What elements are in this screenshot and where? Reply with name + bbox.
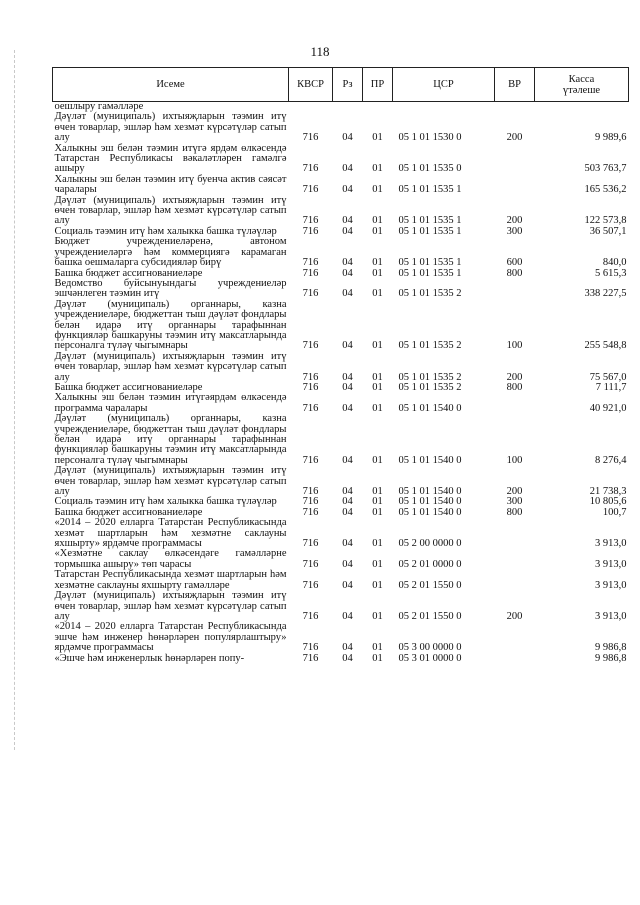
row-csr: 05 1 01 1535 2 [398,371,462,383]
budget-table [52,67,629,664]
row-name: Дәүләт (муниципаль) ихтыяҗларын тәэмин итү өчен товарлар, эшләр һәм хезмәт күрсәтүләр сатып алу [54,350,287,383]
row-kvsr: 716 [302,642,319,654]
row-name: Дәүләт (муниципаль) ихтыяҗларын тәэмин итү өчен товарлар, эшләр һәм хезмәт күрсәтүләр сатып алу [54,465,287,498]
row-rz: 04 [342,371,353,383]
table-row [53,144,629,175]
row-csr: 05 1 01 1535 2 [398,381,462,393]
row-rz: 04 [342,381,353,393]
row-kvsr [289,102,333,113]
row-vr [495,102,535,113]
row-amount: 100,7 [602,506,627,518]
row-amount [535,102,629,113]
row-vr: 100 [506,340,523,352]
row-amount: 338 227,5 [584,288,627,300]
row-amount: 3 913,0 [595,538,627,550]
row-rz: 04 [342,538,353,550]
row-csr: 05 1 01 1540 0 [398,402,462,414]
row-rz: 04 [342,454,353,466]
row-csr: 05 1 01 1535 1 [398,267,462,279]
row-rz: 04 [342,257,353,269]
row-rz: 04 [342,340,353,352]
row-kvsr: 716 [302,163,319,175]
row-rz: 04 [342,132,353,144]
row-vr: 600 [506,257,523,269]
header-amount: Касса үтәлеше [535,68,629,102]
row-kvsr: 716 [302,215,319,227]
row-amount: 503 763,7 [584,163,627,175]
row-csr: 05 3 00 0000 0 [398,642,462,654]
row-rz: 04 [342,506,353,518]
table-row [53,518,629,549]
row-csr: 05 1 01 1540 0 [398,496,462,508]
row-rz: 04 [342,402,353,414]
row-kvsr: 716 [302,132,319,144]
row-name: Халыкны эш белән тәэмин итүгә ярдәм өлкәсендә Татарстан Республикасы вәкаләтләрен гамәлгә ашыру [54,142,287,175]
row-pr [363,102,393,113]
row-amount: 21 738,3 [589,486,627,498]
row-name: оешлыру гамәлләре [54,101,144,112]
row-pr: 01 [372,225,383,237]
row-vr [495,144,535,175]
row-pr: 01 [372,486,383,498]
row-kvsr: 716 [302,402,319,414]
row-kvsr: 716 [302,288,319,300]
row-kvsr: 716 [302,652,319,664]
row-rz: 04 [342,288,353,300]
row-amount: 9 989,6 [595,132,627,144]
table-row [53,196,629,227]
row-csr: 05 1 01 1540 0 [398,454,462,466]
row-name: Дәүләт (муниципаль) органнары, казна учреждениеләре, бюджеттан тыш дәүләт фондлары белән идарә итү органнары тарафыннан функцияләр башкаруны тәэмин итү максатларында персоналга түләү чыгымнары [54,413,287,466]
header-kvsr: КВСР [289,68,333,102]
row-csr: 05 2 01 0000 0 [398,558,462,570]
row-amount: 122 573,8 [584,215,627,227]
row-pr: 01 [372,402,383,414]
header-pr: ПР [363,68,393,102]
row-pr: 01 [372,132,383,144]
row-amount: 36 507,1 [589,225,627,237]
row-vr [495,279,535,300]
row-amount: 75 567,0 [589,371,627,383]
row-pr: 01 [372,506,383,518]
row-pr: 01 [372,288,383,300]
row-name: Бюджет учреждениеләренә, автоном учреждениеләргә һәм коммерциягә карамаган башка оешмаларга субсидияләр бирү [54,236,287,269]
row-csr: 05 1 01 1535 2 [398,288,462,300]
row-name: Халыкны эш белән тәэмин итүгәярдәм өлкәсендә программа чаралары [54,392,287,414]
header-name: Исеме [53,68,289,102]
row-csr: 05 1 01 1540 0 [398,486,462,498]
margin-guide-line [14,50,15,750]
row-amount: 9 986,8 [595,642,627,654]
row-csr: 05 1 01 1535 2 [398,340,462,352]
row-vr [495,393,535,414]
row-rz: 04 [342,642,353,654]
row-name: «Эшче һәм инженерлык һөнәрләрен попу- [54,652,245,664]
table-row [53,175,629,196]
row-csr: 05 1 01 1540 0 [398,506,462,518]
table-row [53,591,629,622]
row-vr: 200 [506,215,523,227]
row-name: «2014 – 2020 елларга Татарстан Республикасында хезмәт шартларын һәм хезмәтне саклауны яхшырту» ярдәмче программасы [54,517,287,550]
row-rz: 04 [342,652,353,664]
row-pr: 01 [372,610,383,622]
row-name: Дәүләт (муниципаль) ихтыяҗларын тәэмин итү өчен товарлар, эшләр һәм хезмәт күрсәтүләр сатып алу [54,111,287,144]
row-name: Башка бюджет ассигнованиеләре [54,381,203,393]
row-amount: 840,0 [602,257,627,269]
row-csr: 05 1 01 1530 0 [398,132,462,144]
row-name: Татарстан Республикасында хезмәт шартларын һәм хезмәтне саклауны яхшырту гамәлләре [54,569,287,591]
row-csr [393,102,495,113]
row-kvsr: 716 [302,340,319,352]
row-pr: 01 [372,257,383,269]
row-csr: 05 1 01 1535 1 [398,184,462,196]
row-rz: 04 [342,610,353,622]
row-pr: 01 [372,538,383,550]
row-name: Дәүләт (муниципаль) органнары, казна учреждениеләре, бюджеттан тыш дәүләт фондлары белән идарә итү органнары тарафыннан функцияләр башкаруны тәэмин итү максатларында персоналга түләү чыгымнары [54,298,287,352]
row-rz [333,102,363,113]
row-rz: 04 [342,163,353,175]
row-kvsr: 716 [302,506,319,518]
row-pr: 01 [372,652,383,664]
header-rz: Рз [333,68,363,102]
row-vr: 300 [506,225,523,237]
row-kvsr: 716 [302,538,319,550]
row-name: Социаль тәэмин итү һәм халыкка башка түләүләр [54,225,277,237]
table-row [53,570,629,591]
table-row [53,414,629,466]
row-pr: 01 [372,371,383,383]
header-vr: ВР [495,68,535,102]
row-csr: 05 2 01 1550 0 [398,610,462,622]
row-rz: 04 [342,184,353,196]
row-kvsr: 716 [302,225,319,237]
row-rz: 04 [342,496,353,508]
row-pr: 01 [372,579,383,591]
row-amount: 40 921,0 [589,402,627,414]
row-kvsr: 716 [302,486,319,498]
row-vr: 800 [506,381,523,393]
row-name: «Хезмәтне саклау өлкәсендәге гамәлләрне тормышка ашыру» төп чарасы [54,548,287,570]
row-csr: 05 1 01 1535 1 [398,257,462,269]
row-rz: 04 [342,225,353,237]
row-vr: 800 [506,267,523,279]
row-amount: 7 111,7 [595,381,627,393]
row-csr: 05 1 01 1535 0 [398,163,462,175]
row-kvsr: 716 [302,610,319,622]
row-kvsr: 716 [302,558,319,570]
row-pr: 01 [372,184,383,196]
row-kvsr: 716 [302,267,319,279]
header-csr: ЦСР [393,68,495,102]
row-amount: 3 913,0 [595,558,627,570]
row-csr: 05 3 01 0000 0 [398,652,462,664]
row-kvsr: 716 [302,381,319,393]
row-vr: 100 [506,454,523,466]
row-pr: 01 [372,454,383,466]
row-name: «2014 – 2020 елларга Татарстан Республикасында эшче һәм инженер һөнәрләрен популярлаштыру» ярдәмче программасы [54,621,287,654]
row-pr: 01 [372,381,383,393]
row-name: Социаль тәэмин итү һәм халыкка башка түләүләр [54,496,277,508]
table-header-row [53,68,629,102]
row-csr: 05 1 01 1535 1 [398,215,462,227]
row-pr: 01 [372,215,383,227]
row-kvsr: 716 [302,371,319,383]
table-row [53,300,629,352]
row-kvsr: 716 [302,184,319,196]
row-pr: 01 [372,163,383,175]
row-vr [495,518,535,549]
table-row [53,549,629,570]
table-row [53,237,629,268]
row-vr [495,654,535,664]
table-row [53,279,629,300]
row-rz: 04 [342,215,353,227]
row-name: Башка бюджет ассигнованиеләре [54,506,203,518]
row-kvsr: 716 [302,454,319,466]
row-csr: 05 2 00 0000 0 [398,538,462,550]
row-vr [495,622,535,653]
row-rz: 04 [342,486,353,498]
row-rz: 04 [342,579,353,591]
row-amount: 3 913,0 [595,579,627,591]
row-pr: 01 [372,340,383,352]
row-vr: 200 [506,486,523,498]
row-vr: 200 [506,371,523,383]
row-pr: 01 [372,642,383,654]
row-rz: 04 [342,558,353,570]
table-row [53,654,629,664]
row-name: Халыкны эш белән тәэмин итү буенча актив сәясәт чаралары [54,173,287,196]
row-csr: 05 1 01 1535 1 [398,225,462,237]
table-row [53,466,629,497]
row-vr: 200 [506,610,523,622]
row-kvsr: 716 [302,579,319,591]
row-name: Дәүләт (муниципаль) ихтыяҗларын тәэмин итү өчен товарлар, эшләр һәм хезмәт күрсәтүләр сатып алу [54,194,287,227]
row-amount: 5 615,3 [595,267,627,279]
row-name: Дәүләт (муниципаль) ихтыяҗларын тәэмин итү өчен товарлар, эшләр һәм хезмәт күрсәтүләр сатып алу [54,590,287,622]
row-pr: 01 [372,496,383,508]
row-amount: 9 986,8 [595,652,627,664]
row-rz: 04 [342,267,353,279]
table-row [53,393,629,414]
row-csr: 05 2 01 1550 0 [398,579,462,591]
table-row [53,112,629,143]
row-name: Ведомство буйсынуындагы учреждениеләр эшчәнлеген тәэмин итү [54,277,287,300]
table-row [53,622,629,653]
row-vr: 300 [506,496,523,508]
table-body [53,102,629,664]
row-kvsr: 716 [302,257,319,269]
table-row [53,352,629,383]
row-amount: 255 548,8 [584,340,627,352]
row-amount: 8 276,4 [595,454,627,466]
row-amount: 165 536,2 [584,184,627,196]
row-vr: 200 [506,132,523,144]
row-vr [495,570,535,591]
row-amount: 10 805,6 [589,496,627,508]
row-vr: 800 [506,506,523,518]
row-amount: 3 913,0 [595,610,627,622]
row-vr [495,175,535,196]
row-vr [495,549,535,570]
row-pr: 01 [372,267,383,279]
page-number: 118 [310,44,330,59]
row-pr: 01 [372,558,383,570]
row-kvsr: 716 [302,496,319,508]
row-name: Башка бюджет ассигнованиеләре [54,267,203,279]
